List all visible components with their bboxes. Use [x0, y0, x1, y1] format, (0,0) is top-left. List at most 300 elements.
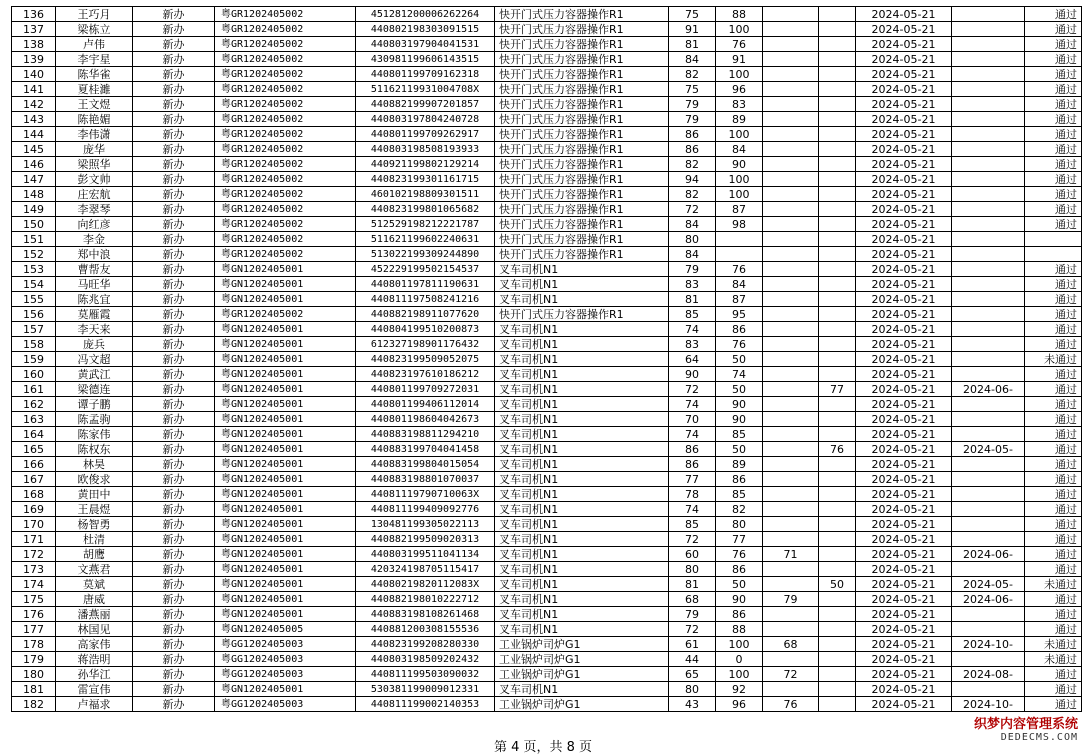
exam-code-cell: 粤GR1202405002 [215, 22, 356, 37]
practical-score-cell: 90 [716, 412, 763, 427]
id-number-cell: 440803197804240728 [356, 112, 495, 127]
row-number-cell: 167 [12, 472, 56, 487]
table-row [12, 52, 1082, 67]
exam-date-cell: 2024-05-21 [856, 397, 952, 412]
theory-score-cell: 90 [669, 367, 716, 382]
theory-score-cell: 84 [669, 247, 716, 262]
result-cell: 通过 [1025, 262, 1082, 277]
candidate-name-cell: 卢伟 [56, 37, 133, 52]
retake-score-a-cell [763, 622, 819, 637]
candidate-name-cell: 彭文帅 [56, 172, 133, 187]
application-type-cell: 新办 [133, 322, 215, 337]
application-type-cell: 新办 [133, 7, 215, 22]
row-number-cell: 156 [12, 307, 56, 322]
row-number-cell: 171 [12, 532, 56, 547]
application-type-cell: 新办 [133, 142, 215, 157]
application-type-cell: 新办 [133, 337, 215, 352]
candidate-name-cell: 唐威 [56, 592, 133, 607]
practical-score-cell: 86 [716, 472, 763, 487]
id-number-cell: 51162119931004708X [356, 82, 495, 97]
row-number-cell: 142 [12, 97, 56, 112]
retake-score-a-cell: 79 [763, 592, 819, 607]
retake-date-cell [952, 142, 1025, 157]
application-type-cell: 新办 [133, 352, 215, 367]
candidate-name-cell: 陈家伟 [56, 427, 133, 442]
id-number-cell: 440882198911077620 [356, 307, 495, 322]
watermark-title: 织梦内容管理系统 [973, 717, 1078, 732]
retake-score-b-cell [819, 67, 856, 82]
id-number-cell: 440803199511041134 [356, 547, 495, 562]
row-number-cell: 153 [12, 262, 56, 277]
exam-project-cell: 快开门式压力容器操作R1 [495, 247, 669, 262]
application-type-cell: 新办 [133, 637, 215, 652]
practical-score-cell: 85 [716, 427, 763, 442]
exam-date-cell: 2024-05-21 [856, 97, 952, 112]
theory-score-cell: 79 [669, 262, 716, 277]
exam-code-cell: 粤GN1202405001 [215, 337, 356, 352]
exam-date-cell: 2024-05-21 [856, 157, 952, 172]
candidate-name-cell: 梁照华 [56, 157, 133, 172]
exam-project-cell: 叉车司机N1 [495, 577, 669, 592]
table-row [12, 367, 1082, 382]
row-number-cell: 136 [12, 7, 56, 22]
retake-score-a-cell [763, 562, 819, 577]
table-row [12, 502, 1082, 517]
practical-score-cell: 88 [716, 622, 763, 637]
exam-date-cell: 2024-05-21 [856, 67, 952, 82]
candidate-name-cell: 王文煜 [56, 97, 133, 112]
exam-code-cell: 粤GN1202405001 [215, 502, 356, 517]
table-row [12, 232, 1082, 247]
exam-code-cell: 粤GN1202405001 [215, 427, 356, 442]
retake-date-cell [952, 412, 1025, 427]
exam-project-cell: 叉车司机N1 [495, 322, 669, 337]
exam-date-cell: 2024-05-21 [856, 472, 952, 487]
exam-project-cell: 叉车司机N1 [495, 517, 669, 532]
application-type-cell: 新办 [133, 37, 215, 52]
exam-project-cell: 叉车司机N1 [495, 412, 669, 427]
id-number-cell: 130481199305022113 [356, 517, 495, 532]
exam-project-cell: 快开门式压力容器操作R1 [495, 307, 669, 322]
application-type-cell: 新办 [133, 112, 215, 127]
id-number-cell: 511621199602240631 [356, 232, 495, 247]
candidate-name-cell: 蒋浩明 [56, 652, 133, 667]
row-number-cell: 150 [12, 217, 56, 232]
candidate-name-cell: 庞华 [56, 142, 133, 157]
retake-date-cell [952, 457, 1025, 472]
application-type-cell: 新办 [133, 292, 215, 307]
table-row [12, 697, 1082, 712]
candidate-name-cell: 向红彦 [56, 217, 133, 232]
row-number-cell: 161 [12, 382, 56, 397]
theory-score-cell: 60 [669, 547, 716, 562]
result-cell: 通过 [1025, 472, 1082, 487]
candidate-name-cell: 李伟潇 [56, 127, 133, 142]
candidate-name-cell: 黄田中 [56, 487, 133, 502]
row-number-cell: 160 [12, 367, 56, 382]
retake-date-cell: 2024-08- [952, 667, 1025, 682]
retake-score-b-cell [819, 157, 856, 172]
row-number-cell: 147 [12, 172, 56, 187]
exam-date-cell: 2024-05-21 [856, 232, 952, 247]
retake-score-a-cell [763, 412, 819, 427]
retake-score-a-cell [763, 247, 819, 262]
retake-score-b-cell [819, 262, 856, 277]
theory-score-cell: 72 [669, 532, 716, 547]
row-number-cell: 155 [12, 292, 56, 307]
practical-score-cell: 76 [716, 337, 763, 352]
id-number-cell: 512529198212221787 [356, 217, 495, 232]
retake-score-a-cell: 71 [763, 547, 819, 562]
retake-score-b-cell [819, 277, 856, 292]
theory-score-cell: 72 [669, 202, 716, 217]
retake-date-cell [952, 517, 1025, 532]
table-row [12, 442, 1082, 457]
row-number-cell: 148 [12, 187, 56, 202]
result-cell: 通过 [1025, 502, 1082, 517]
retake-score-a-cell [763, 532, 819, 547]
candidate-name-cell: 王巧月 [56, 7, 133, 22]
exam-code-cell: 粤GG1202405003 [215, 652, 356, 667]
candidate-name-cell: 林国见 [56, 622, 133, 637]
retake-score-a-cell [763, 352, 819, 367]
table-row [12, 67, 1082, 82]
candidate-name-cell: 谭子鹏 [56, 397, 133, 412]
row-number-cell: 178 [12, 637, 56, 652]
candidate-name-cell: 郑中浪 [56, 247, 133, 262]
exam-project-cell: 工业锅炉司炉G1 [495, 667, 669, 682]
practical-score-cell: 87 [716, 292, 763, 307]
exam-project-cell: 叉车司机N1 [495, 547, 669, 562]
exam-project-cell: 快开门式压力容器操作R1 [495, 172, 669, 187]
retake-date-cell: 2024-06- [952, 592, 1025, 607]
table-row [12, 127, 1082, 142]
exam-date-cell: 2024-05-21 [856, 337, 952, 352]
retake-date-cell [952, 187, 1025, 202]
practical-score-cell: 86 [716, 607, 763, 622]
result-cell: 通过 [1025, 682, 1082, 697]
retake-score-a-cell [763, 337, 819, 352]
theory-score-cell: 79 [669, 112, 716, 127]
exam-date-cell: 2024-05-21 [856, 112, 952, 127]
application-type-cell: 新办 [133, 22, 215, 37]
result-cell: 通过 [1025, 82, 1082, 97]
id-number-cell: 440801199709272031 [356, 382, 495, 397]
retake-score-a-cell [763, 517, 819, 532]
candidate-name-cell: 曹帮友 [56, 262, 133, 277]
theory-score-cell: 86 [669, 142, 716, 157]
id-number-cell: 440801199406112014 [356, 397, 495, 412]
results-table-body [12, 7, 1082, 712]
exam-project-cell: 叉车司机N1 [495, 352, 669, 367]
id-number-cell: 612327198901176432 [356, 337, 495, 352]
application-type-cell: 新办 [133, 427, 215, 442]
retake-date-cell [952, 97, 1025, 112]
id-number-cell: 44080219820112083X [356, 577, 495, 592]
application-type-cell: 新办 [133, 217, 215, 232]
id-number-cell: 440801198604042673 [356, 412, 495, 427]
result-cell: 通过 [1025, 292, 1082, 307]
practical-score-cell: 88 [716, 7, 763, 22]
retake-score-b-cell [819, 187, 856, 202]
id-number-cell: 452229199502154537 [356, 262, 495, 277]
result-cell: 通过 [1025, 142, 1082, 157]
id-number-cell: 440883199804015054 [356, 457, 495, 472]
row-number-cell: 173 [12, 562, 56, 577]
retake-score-b-cell [819, 547, 856, 562]
exam-date-cell: 2024-05-21 [856, 7, 952, 22]
exam-date-cell: 2024-05-21 [856, 52, 952, 67]
retake-score-b-cell [819, 472, 856, 487]
candidate-name-cell: 莫斌 [56, 577, 133, 592]
retake-date-cell [952, 322, 1025, 337]
exam-date-cell: 2024-05-21 [856, 82, 952, 97]
candidate-name-cell: 林昊 [56, 457, 133, 472]
exam-date-cell: 2024-05-21 [856, 142, 952, 157]
retake-score-b-cell [819, 142, 856, 157]
result-cell: 通过 [1025, 97, 1082, 112]
retake-score-a-cell [763, 382, 819, 397]
retake-score-a-cell [763, 7, 819, 22]
result-cell: 通过 [1025, 382, 1082, 397]
retake-score-a-cell [763, 397, 819, 412]
retake-score-a-cell [763, 607, 819, 622]
exam-code-cell: 粤GN1202405001 [215, 532, 356, 547]
exam-code-cell: 粤GR1202405002 [215, 112, 356, 127]
retake-score-b-cell [819, 592, 856, 607]
theory-score-cell: 43 [669, 697, 716, 712]
retake-date-cell [952, 472, 1025, 487]
retake-score-b-cell [819, 682, 856, 697]
exam-project-cell: 快开门式压力容器操作R1 [495, 202, 669, 217]
exam-code-cell: 粤GR1202405002 [215, 97, 356, 112]
candidate-name-cell: 陈艳媚 [56, 112, 133, 127]
retake-score-a-cell [763, 367, 819, 382]
exam-date-cell: 2024-05-21 [856, 292, 952, 307]
practical-score-cell: 82 [716, 502, 763, 517]
result-cell: 通过 [1025, 217, 1082, 232]
row-number-cell: 151 [12, 232, 56, 247]
id-number-cell: 451281200006262264 [356, 7, 495, 22]
candidate-name-cell: 梁德连 [56, 382, 133, 397]
application-type-cell: 新办 [133, 82, 215, 97]
retake-date-cell [952, 622, 1025, 637]
theory-score-cell: 85 [669, 517, 716, 532]
candidate-name-cell: 庄宏航 [56, 187, 133, 202]
practical-score-cell: 100 [716, 637, 763, 652]
exam-code-cell: 粤GG1202405003 [215, 637, 356, 652]
exam-project-cell: 快开门式压力容器操作R1 [495, 187, 669, 202]
exam-project-cell: 工业锅炉司炉G1 [495, 637, 669, 652]
table-row [12, 7, 1082, 22]
practical-score-cell: 50 [716, 442, 763, 457]
practical-score-cell: 74 [716, 367, 763, 382]
retake-date-cell [952, 487, 1025, 502]
retake-score-b-cell [819, 367, 856, 382]
application-type-cell: 新办 [133, 487, 215, 502]
row-number-cell: 175 [12, 592, 56, 607]
exam-code-cell: 粤GR1202405002 [215, 37, 356, 52]
id-number-cell: 440803197904041531 [356, 37, 495, 52]
retake-date-cell [952, 352, 1025, 367]
exam-project-cell: 叉车司机N1 [495, 262, 669, 277]
practical-score-cell: 83 [716, 97, 763, 112]
table-row [12, 172, 1082, 187]
retake-score-a-cell [763, 202, 819, 217]
exam-project-cell: 快开门式压力容器操作R1 [495, 7, 669, 22]
retake-score-b-cell [819, 517, 856, 532]
retake-score-b-cell [819, 52, 856, 67]
application-type-cell: 新办 [133, 397, 215, 412]
exam-date-cell: 2024-05-21 [856, 427, 952, 442]
exam-date-cell: 2024-05-21 [856, 487, 952, 502]
table-row [12, 82, 1082, 97]
candidate-name-cell: 李金 [56, 232, 133, 247]
practical-score-cell: 100 [716, 22, 763, 37]
row-number-cell: 182 [12, 697, 56, 712]
retake-score-b-cell [819, 37, 856, 52]
id-number-cell: 440883198811294210 [356, 427, 495, 442]
exam-code-cell: 粤GN1202405001 [215, 517, 356, 532]
exam-project-cell: 快开门式压力容器操作R1 [495, 22, 669, 37]
exam-date-cell: 2024-05-21 [856, 577, 952, 592]
exam-project-cell: 快开门式压力容器操作R1 [495, 52, 669, 67]
retake-date-cell [952, 397, 1025, 412]
row-number-cell: 159 [12, 352, 56, 367]
exam-project-cell: 叉车司机N1 [495, 397, 669, 412]
retake-score-b-cell [819, 637, 856, 652]
exam-date-cell: 2024-05-21 [856, 457, 952, 472]
application-type-cell: 新办 [133, 607, 215, 622]
id-number-cell: 440811197508241216 [356, 292, 495, 307]
practical-score-cell: 76 [716, 262, 763, 277]
exam-date-cell: 2024-05-21 [856, 172, 952, 187]
result-cell: 通过 [1025, 22, 1082, 37]
page-footer: 第 4 页，共 8 页 [493, 740, 593, 755]
theory-score-cell: 82 [669, 157, 716, 172]
exam-project-cell: 快开门式压力容器操作R1 [495, 67, 669, 82]
application-type-cell: 新办 [133, 652, 215, 667]
retake-score-b-cell [819, 562, 856, 577]
application-type-cell: 新办 [133, 382, 215, 397]
row-number-cell: 172 [12, 547, 56, 562]
application-type-cell: 新办 [133, 412, 215, 427]
retake-score-b-cell [819, 7, 856, 22]
result-cell: 通过 [1025, 457, 1082, 472]
application-type-cell: 新办 [133, 127, 215, 142]
id-number-cell: 440823199801065682 [356, 202, 495, 217]
retake-score-a-cell [763, 172, 819, 187]
practical-score-cell: 100 [716, 667, 763, 682]
exam-date-cell: 2024-05-21 [856, 187, 952, 202]
retake-score-a-cell [763, 232, 819, 247]
retake-score-a-cell [763, 322, 819, 337]
exam-code-cell: 粤GN1202405001 [215, 547, 356, 562]
id-number-cell: 513022199309244890 [356, 247, 495, 262]
id-number-cell: 440823199301161715 [356, 172, 495, 187]
practical-score-cell: 100 [716, 187, 763, 202]
retake-date-cell [952, 82, 1025, 97]
retake-score-a-cell [763, 502, 819, 517]
row-number-cell: 145 [12, 142, 56, 157]
application-type-cell: 新办 [133, 232, 215, 247]
retake-date-cell [952, 277, 1025, 292]
exam-date-cell: 2024-05-21 [856, 697, 952, 712]
application-type-cell: 新办 [133, 622, 215, 637]
candidate-name-cell: 夏桂濉 [56, 82, 133, 97]
theory-score-cell: 77 [669, 472, 716, 487]
retake-score-a-cell [763, 67, 819, 82]
id-number-cell: 420324198705115417 [356, 562, 495, 577]
retake-date-cell [952, 172, 1025, 187]
retake-date-cell [952, 247, 1025, 262]
retake-score-a-cell [763, 577, 819, 592]
retake-score-a-cell [763, 82, 819, 97]
practical-score-cell: 86 [716, 322, 763, 337]
table-row [12, 202, 1082, 217]
result-cell: 通过 [1025, 412, 1082, 427]
exam-date-cell: 2024-05-21 [856, 502, 952, 517]
exam-code-cell: 粤GN1202405001 [215, 442, 356, 457]
row-number-cell: 157 [12, 322, 56, 337]
table-row [12, 652, 1082, 667]
retake-score-b-cell [819, 412, 856, 427]
result-cell: 通过 [1025, 112, 1082, 127]
result-cell: 通过 [1025, 187, 1082, 202]
exam-code-cell: 粤GN1202405001 [215, 262, 356, 277]
practical-score-cell: 50 [716, 382, 763, 397]
result-cell: 通过 [1025, 607, 1082, 622]
retake-date-cell [952, 7, 1025, 22]
retake-score-b-cell [819, 622, 856, 637]
id-number-cell: 440883198801070037 [356, 472, 495, 487]
result-cell: 通过 [1025, 517, 1082, 532]
retake-score-b-cell [819, 532, 856, 547]
practical-score-cell: 96 [716, 697, 763, 712]
theory-score-cell: 74 [669, 427, 716, 442]
exam-code-cell: 粤GR1202405002 [215, 247, 356, 262]
table-row [12, 247, 1082, 262]
row-number-cell: 149 [12, 202, 56, 217]
application-type-cell: 新办 [133, 532, 215, 547]
retake-date-cell: 2024-10- [952, 697, 1025, 712]
theory-score-cell: 81 [669, 292, 716, 307]
exam-code-cell: 粤GN1202405001 [215, 487, 356, 502]
theory-score-cell: 80 [669, 232, 716, 247]
exam-code-cell: 粤GR1202405002 [215, 157, 356, 172]
result-cell: 通过 [1025, 7, 1082, 22]
result-cell: 通过 [1025, 547, 1082, 562]
exam-date-cell: 2024-05-21 [856, 307, 952, 322]
result-cell: 通过 [1025, 37, 1082, 52]
candidate-name-cell: 冯文超 [56, 352, 133, 367]
practical-score-cell: 87 [716, 202, 763, 217]
row-number-cell: 166 [12, 457, 56, 472]
retake-score-a-cell: 68 [763, 637, 819, 652]
theory-score-cell: 74 [669, 397, 716, 412]
retake-score-a-cell [763, 37, 819, 52]
id-number-cell: 530381199009012331 [356, 682, 495, 697]
exam-code-cell: 粤GN1202405001 [215, 367, 356, 382]
retake-score-b-cell [819, 307, 856, 322]
exam-project-cell: 叉车司机N1 [495, 502, 669, 517]
table-row [12, 97, 1082, 112]
retake-score-b-cell [819, 247, 856, 262]
exam-code-cell: 粤GR1202405002 [215, 142, 356, 157]
retake-date-cell: 2024-05- [952, 442, 1025, 457]
retake-date-cell [952, 67, 1025, 82]
row-number-cell: 144 [12, 127, 56, 142]
